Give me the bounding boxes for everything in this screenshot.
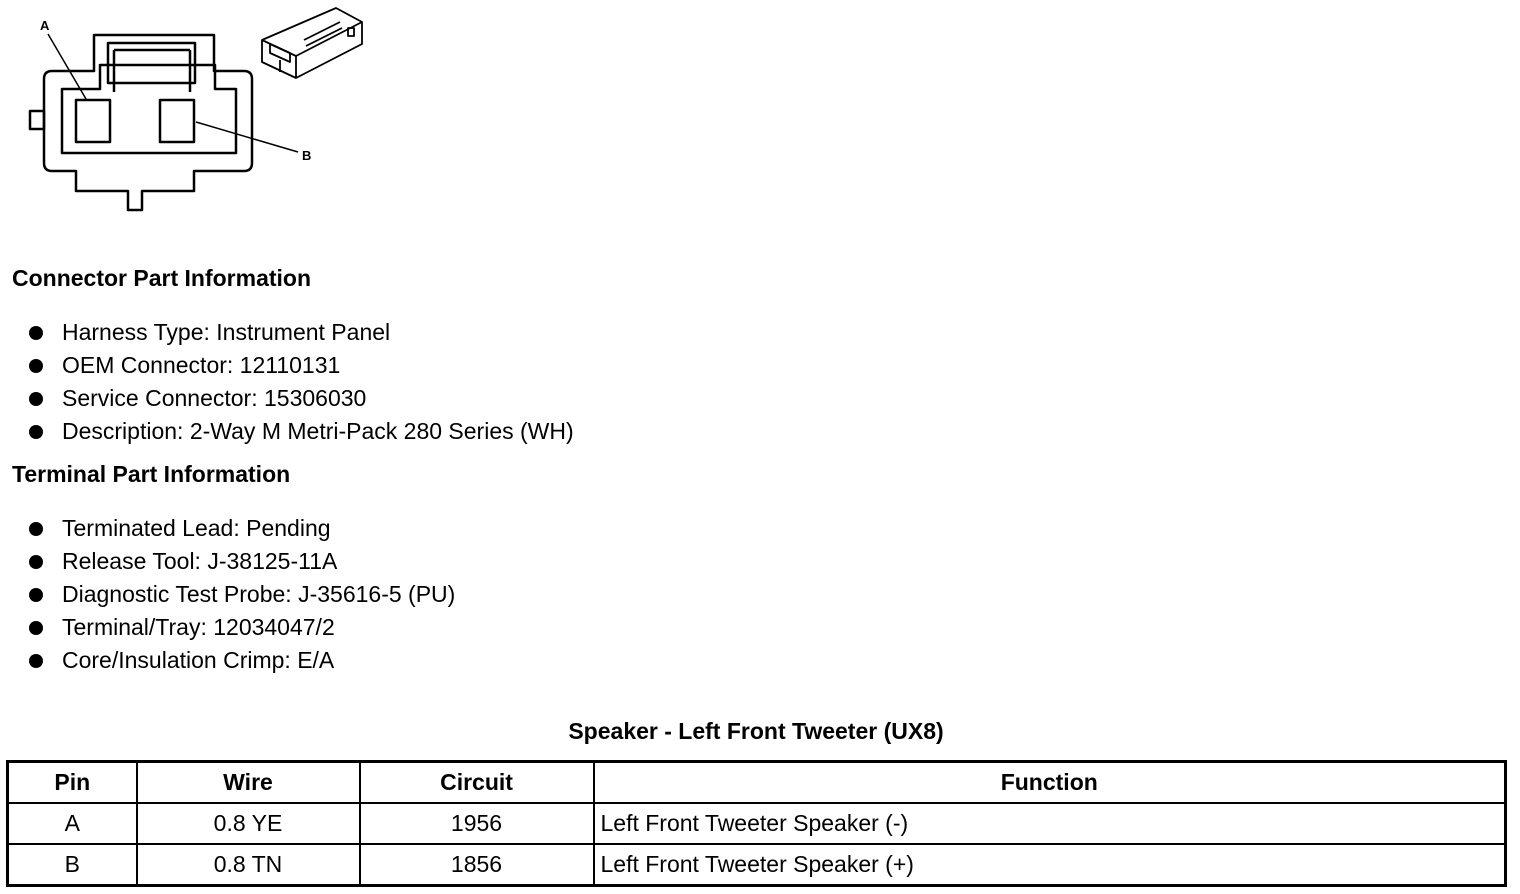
- header-function: Function: [594, 762, 1506, 804]
- connector-side-stub: [30, 111, 44, 129]
- terminal-cavity-b: [160, 100, 194, 142]
- list-item: Service Connector: 15306030: [27, 383, 574, 416]
- cell-pin: B: [8, 844, 137, 886]
- pin-label-a: A: [40, 18, 50, 33]
- cell-pin: A: [8, 803, 137, 844]
- terminal-info-heading: Terminal Part Information: [12, 461, 291, 487]
- list-item: Release Tool: J-38125-11A: [27, 546, 455, 579]
- table-row: [8, 844, 1506, 886]
- connector-diagram: [0, 0, 380, 225]
- header-wire: Wire: [137, 762, 360, 804]
- cell-circuit: 1956: [360, 803, 594, 844]
- table-row: [8, 803, 1506, 844]
- connector-inner-face: [62, 65, 236, 153]
- pin-label-b: B: [302, 148, 312, 163]
- cell-function: Left Front Tweeter Speaker (+): [594, 844, 1506, 886]
- list-item: Harness Type: Instrument Panel: [27, 317, 574, 350]
- header-pin: Pin: [8, 762, 137, 804]
- connector-info-heading: Connector Part Information: [12, 265, 312, 291]
- cell-wire: 0.8 TN: [137, 844, 360, 886]
- list-item: Description: 2-Way M Metri-Pack 280 Series (WH): [27, 416, 574, 449]
- cell-wire: 0.8 YE: [137, 803, 360, 844]
- pinout-table: [6, 760, 1507, 887]
- table-header-row: [8, 762, 1506, 804]
- connector-info-list: [27, 317, 574, 449]
- cell-function: Left Front Tweeter Speaker (-): [594, 803, 1506, 844]
- table-title: Speaker - Left Front Tweeter (UX8): [568, 718, 944, 744]
- list-item: Terminated Lead: Pending: [27, 513, 455, 546]
- list-item: Terminal/Tray: 12034047/2: [27, 612, 455, 645]
- list-item: OEM Connector: 12110131: [27, 350, 574, 383]
- terminal-cavity-a: [76, 100, 110, 142]
- list-item: Diagnostic Test Probe: J-35616-5 (PU): [27, 579, 455, 612]
- cell-circuit: 1856: [360, 844, 594, 886]
- list-item: Core/Insulation Crimp: E/A: [27, 645, 455, 678]
- connector-isometric-icon: [262, 8, 362, 78]
- header-circuit: Circuit: [360, 762, 594, 804]
- terminal-info-list: [27, 513, 455, 678]
